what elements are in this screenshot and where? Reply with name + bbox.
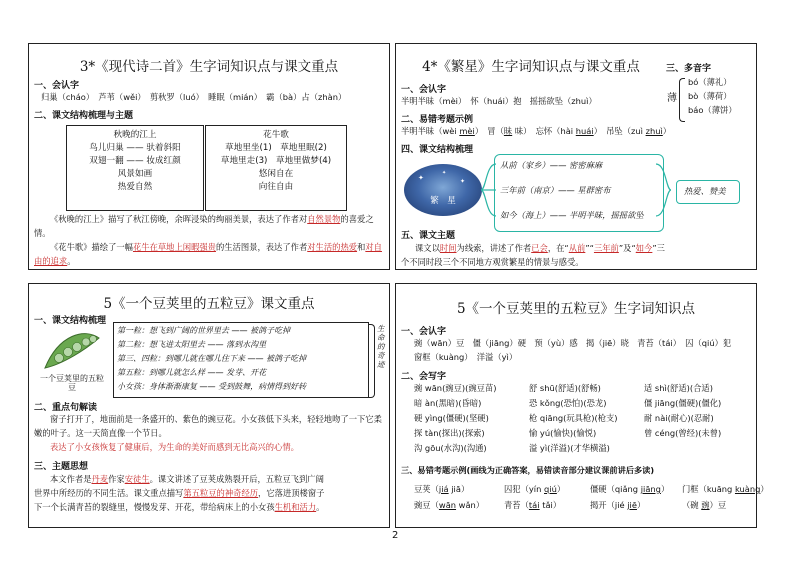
polyphone-item: bó（薄礼） (688, 77, 732, 87)
theme-paragraph: 个不同时段三个不同地方观赏繁星的情景与感受。 (401, 257, 584, 267)
panel-title: 5《一个豆荚里的五粒豆》课文重点 (103, 296, 315, 312)
poem-line: 双翅一翻 —— 妆成红颜 (89, 156, 181, 166)
poem-line: 向往自由 (258, 182, 294, 192)
polyphone-item: bò（薄荷） (688, 91, 732, 101)
write-row (414, 397, 754, 412)
polyphone-char: 薄 (667, 93, 677, 104)
key-sentence-analysis: 表达了小女孩恢复了健康后，为生命的美好而感到无比高兴的心情。 (50, 442, 299, 452)
write-word: 暗 àn(黑暗)(昏暗) (414, 398, 482, 408)
summary-paragraph: 《秋晚的江上》描写了秋江傍晚，余晖浸染的绚丽美景，表达了作者对自然景物的喜爱之情。 (34, 214, 374, 238)
write-row (414, 427, 754, 442)
poem-line: 草地里坐(1) 草地里眠(2) (225, 143, 327, 153)
error-row (414, 499, 754, 512)
error-item: （碗 豌）豆 (682, 500, 727, 510)
write-word: 僵 jiāng(僵硬)(僵化) (644, 398, 722, 408)
section-heading: 四、课文结构梳理 (401, 145, 474, 155)
structure-item: 第二粒：想飞进太阳里去 —— 落到水沟里 (117, 340, 267, 349)
section-heading: 一、会认字 (34, 81, 80, 91)
poem-structure-box-autumn-river (66, 125, 204, 211)
error-item: 豆荚（jiá jiā） (414, 484, 470, 494)
highlight-text: 花牛在草地上闲暇强贵 (132, 242, 216, 252)
mindmap-result: 热爱、赞美 (684, 186, 726, 196)
recognize-words: 归巢（cháo） 芦苇（wěi） 剪秋罗（luó） 睡眠（mián） 霸（bà）占（zhàn） (41, 92, 347, 102)
recognize-words: 豌（wān）豆 僵（jiāng）硬 预（yù）感 揭（jiē）晓 青苔（tái） 囚（qiú）犯 (414, 338, 732, 348)
mindmap-branch: 三年前（南京）—— 星群密布 (500, 185, 611, 195)
error-item: 青苔（tái tǎi） (504, 500, 562, 510)
theme-paragraph: 世界中所经历的不同生活。课文重点描写第五粒豆的神奇经历，它落进顶楼窗子 (34, 488, 325, 498)
poem-line: 悠闲自在 (258, 169, 294, 179)
summary-paragraph: 《花牛歌》描绘了一幅花牛在草地上闲暇强贵的生活图景，表达了作者对生活的热爱和对自由的追求。 (34, 242, 382, 266)
write-word (644, 442, 754, 457)
write-words-grid (414, 382, 754, 457)
polyphone-item: báo（薄饼） (688, 105, 737, 115)
section-heading: 一、课文结构梳理 (34, 316, 107, 326)
side-heading: 三、多音字 (666, 64, 712, 74)
poem-line: 鸟儿归巢 —— 驮着斜阳 (89, 143, 181, 153)
poem-structure-box-flower-cow (205, 125, 347, 211)
poem-title: 花牛歌 (263, 130, 289, 140)
write-word: 适 shì(舒适)(合适) (644, 383, 713, 393)
highlight-text: 对自由的追求 (34, 242, 382, 266)
structure-brace (369, 324, 375, 398)
error-item: 豌豆（wān wǎn） (414, 500, 485, 510)
write-word: 溢 yì(洋溢)(才华横溢) (529, 443, 610, 453)
error-item: 僵硬（qiǎng jiāng） (590, 484, 670, 494)
structure-item: 第五粒：到哪儿就怎么样 —— 发芽、开花 (117, 368, 267, 377)
diagram-center-label: 繁 星 (430, 196, 456, 206)
poem-line: 热爱自然 (117, 182, 153, 192)
star-icon: ✦ (418, 174, 424, 182)
side-label-vertical: 生命的奇迹 (377, 324, 385, 369)
panel-title: 4*《繁星》生字词知识点与课文重点 (422, 59, 640, 75)
write-row (414, 412, 754, 427)
panel-five-peas-text (28, 283, 390, 528)
write-word: 硬 yìng(僵硬)(坚硬) (414, 413, 489, 423)
pea-pod-drawing (41, 328, 103, 376)
section-heading: 一、会认字 (401, 327, 447, 337)
error-item: 囚犯（yín qiú） (504, 484, 566, 494)
structure-item: 第一粒：想飞到广阔的世界里去 —— 被鸽子吃掉 (117, 326, 291, 335)
poem-title: 秋晚的江上 (113, 130, 157, 140)
highlight-text: 对生活的热爱 (307, 242, 358, 252)
panel-five-peas-words (395, 283, 769, 528)
starry-sky-image (404, 164, 482, 216)
write-word: 耐 nài(耐心)(忍耐) (644, 413, 714, 423)
highlight-text: 自然景物 (307, 214, 341, 224)
theme-paragraph: 下一个长满青苔的裂缝里，慢慢发芽、开花，带给病床上的小女孩生机和活力。 (34, 502, 325, 512)
panel-stars (395, 43, 757, 270)
write-word: 恐 kǒng(恐怕)(恐龙) (529, 398, 607, 408)
section-heading: 三、主题思想 (34, 462, 89, 472)
polyphone-brace (679, 78, 685, 122)
write-word: 枪 qiāng(玩具枪)(枪支) (529, 413, 618, 423)
section-heading: 二、课文结构梳理与主题 (34, 111, 134, 121)
write-word: 探 tàn(探出)(探索) (414, 428, 485, 438)
error-row (414, 483, 769, 496)
section-heading: 二、重点句解读 (34, 403, 98, 413)
error-item: 门框（kuāng kuàng） (682, 484, 769, 494)
recognize-words: 窗框（kuàng） 洋溢（yì） (414, 352, 518, 362)
panel-modern-poems (28, 43, 390, 270)
panel-title: 3*《现代诗二首》生字词知识点与课文重点 (79, 59, 339, 75)
poem-line: 风景如画 (117, 169, 153, 179)
section-heading: 一、会认字 (401, 85, 447, 95)
write-word: 愉 yú(愉快)(愉悦) (529, 428, 597, 438)
pea-pod-caption: 一个豆荚里的五粒豆 (40, 374, 104, 392)
error-item: 揭开（jié jiē） (590, 500, 646, 510)
poem-line: 草地里走(3) 草地里做梦(4) (220, 156, 332, 166)
star-icon: ✦ (460, 178, 466, 185)
write-word: 曾 céng(曾经)(未曾) (644, 428, 722, 438)
section-heading: 五、课文主题 (401, 231, 456, 241)
write-row (414, 442, 754, 457)
pea-pod-image (41, 328, 103, 392)
error-examples: 半明半昧（wèi mèi） 冒（昧 味） 忘怀（hài huái） 吊坠（zuì zhuì） (401, 126, 672, 136)
section-heading: 二、易错考题示例 (401, 115, 474, 125)
write-word: 豌 wān(豌豆)(豌豆苗) (414, 383, 497, 393)
theme-paragraph: 课文以时间为线索，讲述了作者已会，在“从前”“三年前”及“如今”三 (415, 243, 665, 253)
mindmap-branch: 如今（海上）—— 半明半昧，摇摇欲坠 (500, 210, 644, 220)
structure-item: 小女孩：身体渐渐康复 —— 受到鼓舞，病情得到好转 (117, 382, 307, 391)
section-heading: 三、易错考题示例(画线为正确答案，易错读音部分建议课前讲后多读) (401, 465, 655, 475)
star-icon: ✦ (442, 170, 447, 176)
structure-item: 第三、四粒：到哪儿就在哪儿住下来 —— 被鸽子吃掉 (117, 354, 307, 363)
recognize-words: 半明半昧（mèi） 怀（huái）抱 摇摇欲坠（zhuì） (401, 96, 597, 106)
panel-title: 5《一个豆荚里的五粒豆》生字词知识点 (456, 301, 696, 317)
page-number: 2 (392, 530, 399, 541)
section-heading: 二、会写字 (401, 372, 447, 382)
mindmap-branch: 从前（家乡）—— 密密麻麻 (500, 160, 603, 170)
write-word: 舒 shū(舒适)(舒畅) (529, 383, 601, 393)
write-row (414, 382, 754, 397)
key-sentence: 窗子打开了，地面前是一条盛开的、紫色的豌豆花。小女孩低下头来，轻轻地吻了一下它柔嫩的叶子。这一天简直像一个节日。 (34, 414, 382, 438)
theme-paragraph: 本文作者是丹麦作家安徒生。课文讲述了豆荚成熟裂开后，五粒豆飞到广阔 (50, 474, 324, 484)
write-word: 沟 gōu(水沟)(沟通) (414, 443, 487, 453)
